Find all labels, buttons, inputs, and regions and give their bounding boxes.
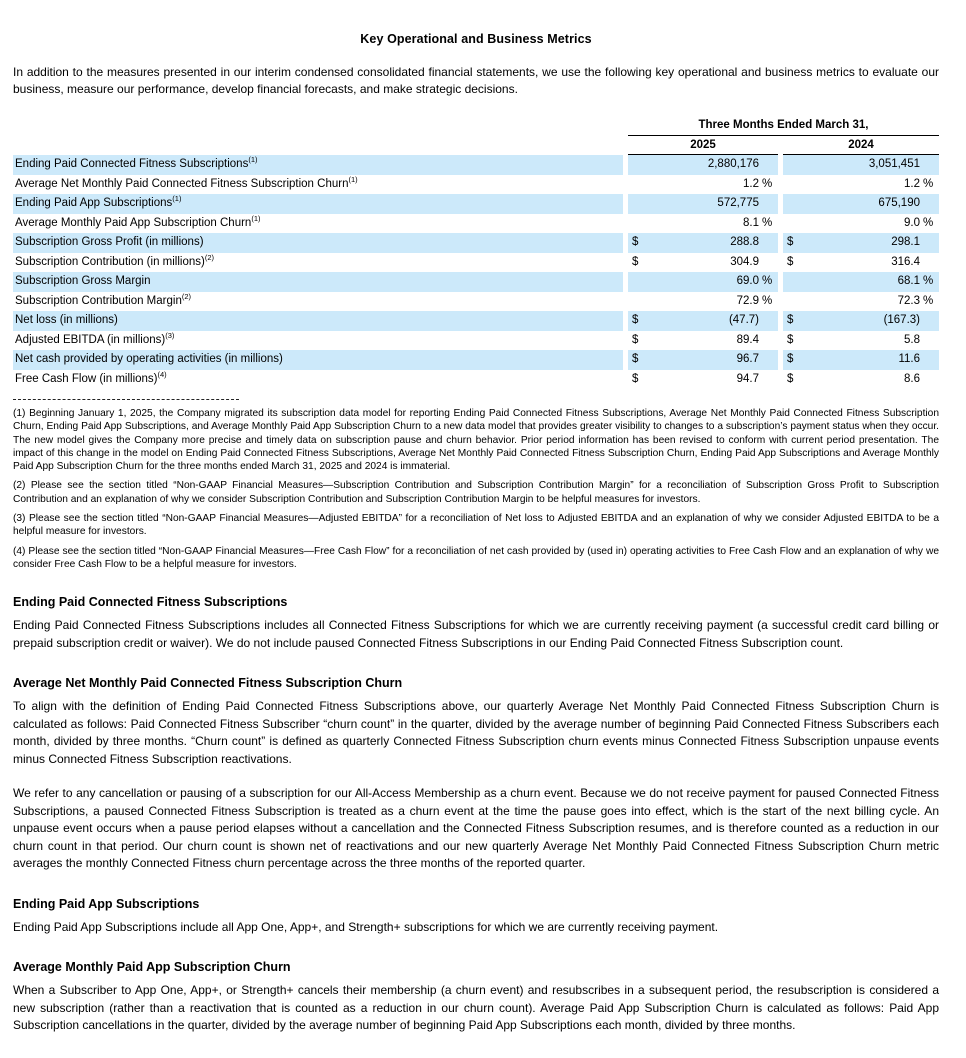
metric-section bbox=[13, 960, 939, 1035]
percent-sign bbox=[759, 311, 778, 331]
footnote-ref: (2) bbox=[181, 291, 192, 301]
period-value-cell bbox=[628, 155, 778, 175]
period-value-cell bbox=[628, 175, 778, 195]
row-label bbox=[13, 331, 623, 351]
metric-value: 675,190 bbox=[878, 197, 920, 209]
table-row bbox=[13, 292, 939, 312]
table-row bbox=[13, 311, 939, 331]
table-row bbox=[13, 194, 939, 214]
period-value-cell bbox=[783, 214, 939, 234]
row-label-text: Net loss (in millions) bbox=[15, 314, 118, 326]
section-paragraph: To align with the definition of Ending Paid Connected Fitness Subscriptions above, our quarterly Average Net Monthly Paid Connected Fitness Subscription Churn is calculated as follows: Paid Connected Fitness Subscriber “churn count” in the quarter, divided by the average number of beginning Paid Connected Fitness Subscribers each month, divided by three months. “Churn count” is defined as quarterly Connected Fitness Subscription churn events minus Connected Fitness Subscription unpause events minus Connected Fitness Subscription reactivations. bbox=[13, 699, 939, 766]
table-row bbox=[13, 253, 939, 273]
percent-sign bbox=[920, 331, 939, 351]
row-label-text: Subscription Gross Margin bbox=[15, 275, 151, 287]
row-label-text: Average Net Monthly Paid Connected Fitness Subscription Churn bbox=[15, 177, 349, 190]
metric-value: 94.7 bbox=[736, 372, 759, 385]
dollar-sign: $ bbox=[787, 255, 794, 268]
dollar-sign: $ bbox=[787, 353, 794, 365]
dollar-sign: $ bbox=[787, 314, 794, 326]
period-value-cell bbox=[783, 350, 939, 370]
metric-value: 298.1 bbox=[891, 236, 920, 248]
metric-value: 1.2 bbox=[743, 177, 759, 190]
percent-sign: % bbox=[762, 275, 773, 287]
metric-value: 1.2 bbox=[904, 177, 920, 190]
section-heading: Ending Paid Connected Fitness Subscriptions bbox=[13, 595, 288, 610]
table-header bbox=[13, 119, 939, 155]
year-header-row bbox=[628, 138, 939, 155]
row-label bbox=[13, 194, 623, 214]
period-value-cell bbox=[628, 331, 778, 351]
row-label-text: Free Cash Flow (in millions) bbox=[15, 372, 158, 385]
footnotes bbox=[13, 407, 939, 571]
period-value-cell bbox=[783, 253, 939, 273]
dollar-sign bbox=[783, 155, 802, 175]
table-row bbox=[13, 175, 939, 195]
dollar-sign bbox=[783, 214, 802, 234]
percent-sign bbox=[920, 350, 939, 370]
period-value-cell bbox=[628, 311, 778, 331]
period-value-cell bbox=[628, 233, 778, 253]
footnote-ref: (3) bbox=[165, 330, 175, 340]
period-value-cell bbox=[628, 253, 778, 273]
percent-sign: % bbox=[923, 216, 934, 229]
row-label-text: Average Monthly Paid App Subscription Churn bbox=[15, 216, 252, 229]
dollar-sign bbox=[628, 214, 647, 234]
table-row bbox=[13, 272, 939, 292]
footnote-ref: (1) bbox=[172, 194, 182, 204]
percent-sign bbox=[759, 350, 778, 370]
metric-value: 8.6 bbox=[904, 372, 920, 385]
table-row bbox=[13, 350, 939, 370]
percent-sign bbox=[920, 253, 939, 273]
section-paragraph: Ending Paid App Subscriptions include all App One, App+, and Strength+ subscriptions for which we are currently receiving payment. bbox=[13, 919, 719, 934]
percent-sign bbox=[759, 331, 778, 351]
row-label bbox=[13, 155, 623, 175]
footnote-text: (4) Please see the section titled “Non-GAAP Financial Measures—Free Cash Flow” for a reconciliation of net cash provided by (used in) operating activities to Free Cash Flow and an explanation of why we consider Free Cash Flow to be a helpful measure for investors. bbox=[13, 545, 939, 570]
row-label bbox=[13, 292, 623, 312]
metric-value: 5.8 bbox=[904, 333, 920, 346]
period-value-cell bbox=[628, 272, 778, 292]
metric-value: 2,880,176 bbox=[707, 158, 759, 170]
dollar-sign bbox=[783, 194, 802, 214]
table-row bbox=[13, 155, 939, 175]
row-label bbox=[13, 253, 623, 273]
page-title: Key Operational and Business Metrics bbox=[360, 32, 592, 46]
percent-sign: % bbox=[762, 216, 773, 229]
percent-sign: % bbox=[923, 177, 934, 190]
dollar-sign: $ bbox=[632, 333, 639, 346]
percent-sign bbox=[759, 370, 778, 390]
metric-value: 8.1 bbox=[743, 216, 759, 229]
dollar-sign: $ bbox=[787, 333, 794, 346]
metric-value: 288.8 bbox=[730, 236, 759, 248]
percent-sign: % bbox=[923, 294, 934, 307]
period-value-cell bbox=[783, 272, 939, 292]
row-label-text: Ending Paid Connected Fitness Subscriptions bbox=[15, 158, 249, 170]
dollar-sign: $ bbox=[632, 255, 639, 268]
percent-sign bbox=[759, 155, 778, 175]
percent-sign bbox=[759, 194, 778, 214]
percent-sign bbox=[759, 253, 778, 273]
metrics-table bbox=[13, 119, 939, 389]
table-row bbox=[13, 233, 939, 253]
period-value-cell bbox=[628, 350, 778, 370]
metric-value: 96.7 bbox=[736, 353, 759, 365]
metric-value: 72.9 bbox=[736, 294, 759, 307]
row-label bbox=[13, 311, 623, 331]
dollar-sign bbox=[783, 292, 802, 312]
metric-section bbox=[13, 676, 939, 873]
metric-value: 11.6 bbox=[898, 353, 920, 365]
row-label bbox=[13, 370, 623, 390]
metrics-table-body bbox=[13, 155, 939, 389]
percent-sign: % bbox=[923, 275, 934, 287]
metric-value: 72.3 bbox=[897, 294, 920, 307]
row-label-text: Adjusted EBITDA (in millions) bbox=[15, 333, 166, 346]
dollar-sign bbox=[783, 175, 802, 195]
footnote-ref: (1) bbox=[251, 213, 261, 223]
row-label bbox=[13, 272, 623, 292]
period-value-cell bbox=[783, 370, 939, 390]
dollar-sign: $ bbox=[632, 353, 639, 365]
row-label-text: Subscription Contribution Margin bbox=[15, 294, 182, 307]
dollar-sign bbox=[783, 272, 802, 292]
metric-value: 89.4 bbox=[736, 333, 759, 346]
metric-value: 304.9 bbox=[730, 255, 759, 268]
metric-section bbox=[13, 595, 939, 652]
row-label-text: Net cash provided by operating activities (in millions) bbox=[15, 353, 283, 365]
row-label bbox=[13, 350, 623, 370]
row-label bbox=[13, 214, 623, 234]
period-value-cell bbox=[783, 194, 939, 214]
footnote-ref: (1) bbox=[248, 155, 258, 165]
dollar-sign bbox=[628, 155, 647, 175]
period-value-cell bbox=[628, 370, 778, 390]
percent-sign bbox=[759, 233, 778, 253]
metric-value: 69.0 bbox=[736, 275, 759, 287]
percent-sign bbox=[920, 233, 939, 253]
footnote-ref: (2) bbox=[204, 252, 215, 262]
period-value-cell bbox=[783, 292, 939, 312]
section-paragraph: When a Subscriber to App One, App+, or Strength+ cancels their membership (a churn event) and resubscribes in a subsequent period, the resubscription is considered a new subscription (rather than a reactivation that is counted as a reduction in our churn count). Average Paid App Subscription Churn is calculated as follows: Paid App Subscription cancellations in the quarter, divided by the average number of beginning Paid App Subscriptions each month, divided by three months. bbox=[13, 983, 939, 1033]
percent-sign bbox=[920, 194, 939, 214]
percent-sign: % bbox=[762, 177, 773, 190]
column-header-2024: 2024 bbox=[783, 138, 939, 155]
column-header-2025: 2025 bbox=[628, 138, 778, 155]
dollar-sign: $ bbox=[632, 236, 639, 248]
period-header bbox=[628, 119, 939, 155]
period-value-cell bbox=[783, 233, 939, 253]
row-label-text: Ending Paid App Subscriptions bbox=[15, 197, 173, 209]
dollar-sign bbox=[628, 194, 647, 214]
footnote-ref: (4) bbox=[157, 369, 167, 379]
period-value-cell bbox=[628, 194, 778, 214]
percent-sign bbox=[920, 370, 939, 390]
percent-sign bbox=[920, 311, 939, 331]
period-value-cell bbox=[783, 311, 939, 331]
period-value-cell bbox=[628, 292, 778, 312]
dollar-sign bbox=[628, 272, 647, 292]
section-heading: Average Monthly Paid App Subscription Churn bbox=[13, 960, 291, 975]
dollar-sign: $ bbox=[787, 236, 794, 248]
section-heading: Average Net Monthly Paid Connected Fitness Subscription Churn bbox=[13, 676, 403, 691]
dollar-sign: $ bbox=[632, 314, 639, 326]
row-label bbox=[13, 175, 623, 195]
dollar-sign: $ bbox=[787, 372, 794, 385]
dollar-sign bbox=[628, 292, 647, 312]
period-value-cell bbox=[783, 175, 939, 195]
section-paragraph: Ending Paid Connected Fitness Subscriptions includes all Connected Fitness Subscriptions for which we are currently receiving payment (a successful credit card billing or prepaid subscription credit or waiver). We do not include paused Connected Fitness Subscriptions in our Ending Paid Connected Fitness Subscription count. bbox=[13, 618, 939, 650]
table-row bbox=[13, 214, 939, 234]
metric-value: (47.7) bbox=[728, 314, 759, 326]
section-paragraph: We refer to any cancellation or pausing of a subscription for our All-Access Membership as a churn event. Because we do not receive payment for paused Connected Fitness Subscriptions, a paused Connected Fitness Subscription is treated as a churn event at the time the pause goes into effect, which is the start of the next billing cycle. An unpause event occurs when a pause period elapses without a cancellation and the Connected Fitness Subscription resumes, and is therefore counted as a reduction in our churn count in that period. Our churn count is shown net of reactivations and our new quarterly Average Net Monthly Paid Connected Fitness Subscription Churn metric averages the monthly Connected Fitness churn percentage across the three months of the reported quarter. bbox=[13, 786, 939, 871]
metric-section bbox=[13, 897, 939, 937]
metric-value: 9.0 bbox=[904, 216, 920, 229]
section-heading: Ending Paid App Subscriptions bbox=[13, 896, 200, 911]
dollar-sign: $ bbox=[632, 372, 639, 385]
table-row bbox=[13, 331, 939, 351]
metric-value: 68.1 bbox=[897, 275, 920, 287]
metric-value: 572,775 bbox=[717, 197, 759, 209]
footnote-text: (2) Please see the section titled “Non-GAAP Financial Measures—Subscription Contribution and Subscription Contribution Margin” for a reconciliation of Subscription Gross Profit to Subscription Contribution and an explanation of why we consider Subscription Contribution and Subscription Contribution Margin to be helpful measures for investors. bbox=[13, 480, 939, 505]
metric-value: 316.4 bbox=[891, 255, 920, 268]
table-row bbox=[13, 370, 939, 390]
row-label bbox=[13, 233, 623, 253]
sections bbox=[13, 595, 939, 1035]
footnote-divider bbox=[13, 399, 239, 400]
footnote-text: (3) Please see the section titled “Non-GAAP Financial Measures—Adjusted EBITDA” for a reconciliation of Net loss to Adjusted EBITDA and an explanation of why we consider Adjusted EBITDA to be a helpful measure for investors. bbox=[13, 513, 939, 538]
period-value-cell bbox=[783, 331, 939, 351]
footnote-ref: (1) bbox=[348, 174, 358, 184]
footnote-text: (1) Beginning January 1, 2025, the Company migrated its subscription data model for reporting Ending Paid Connected Fitness Subscriptions, Average Net Monthly Paid Connected Fitness Subscription Churn, Ending Paid App Subscriptions, and Average Monthly Paid App Subscription Churn to a new data model that provides greater visibility to changes to a subscription’s payment status when they occur. The new model gives the Company more precise and timely data on subscription pause and churn behavior. Prior period information has been revised to conform with current period presentation. The impact of this change in the model on Ending Paid Connected Fitness Subscriptions, Average Net Monthly Paid Connected Fitness Subscription Churn, Ending Paid App Subscriptions and Average Monthly Paid App Subscription Churn for the three months ended March 31, 2025 and 2024 is immaterial. bbox=[13, 408, 939, 473]
dollar-sign bbox=[628, 175, 647, 195]
row-label-text: Subscription Contribution (in millions) bbox=[15, 255, 205, 268]
intro-paragraph: In addition to the measures presented in our interim condensed consolidated financial statements, we use the following key operational and business metrics to evaluate our business, measure our performance, develop financial forecasts, and make strategic decisions. bbox=[13, 65, 939, 96]
metric-value: (167.3) bbox=[883, 314, 920, 326]
row-label-text: Subscription Gross Profit (in millions) bbox=[15, 236, 204, 248]
percent-sign: % bbox=[762, 294, 773, 307]
percent-sign bbox=[920, 155, 939, 175]
period-value-cell bbox=[628, 214, 778, 234]
period-header-label: Three Months Ended March 31, bbox=[628, 119, 939, 136]
metric-value: 3,051,451 bbox=[868, 158, 920, 170]
period-value-cell bbox=[783, 155, 939, 175]
